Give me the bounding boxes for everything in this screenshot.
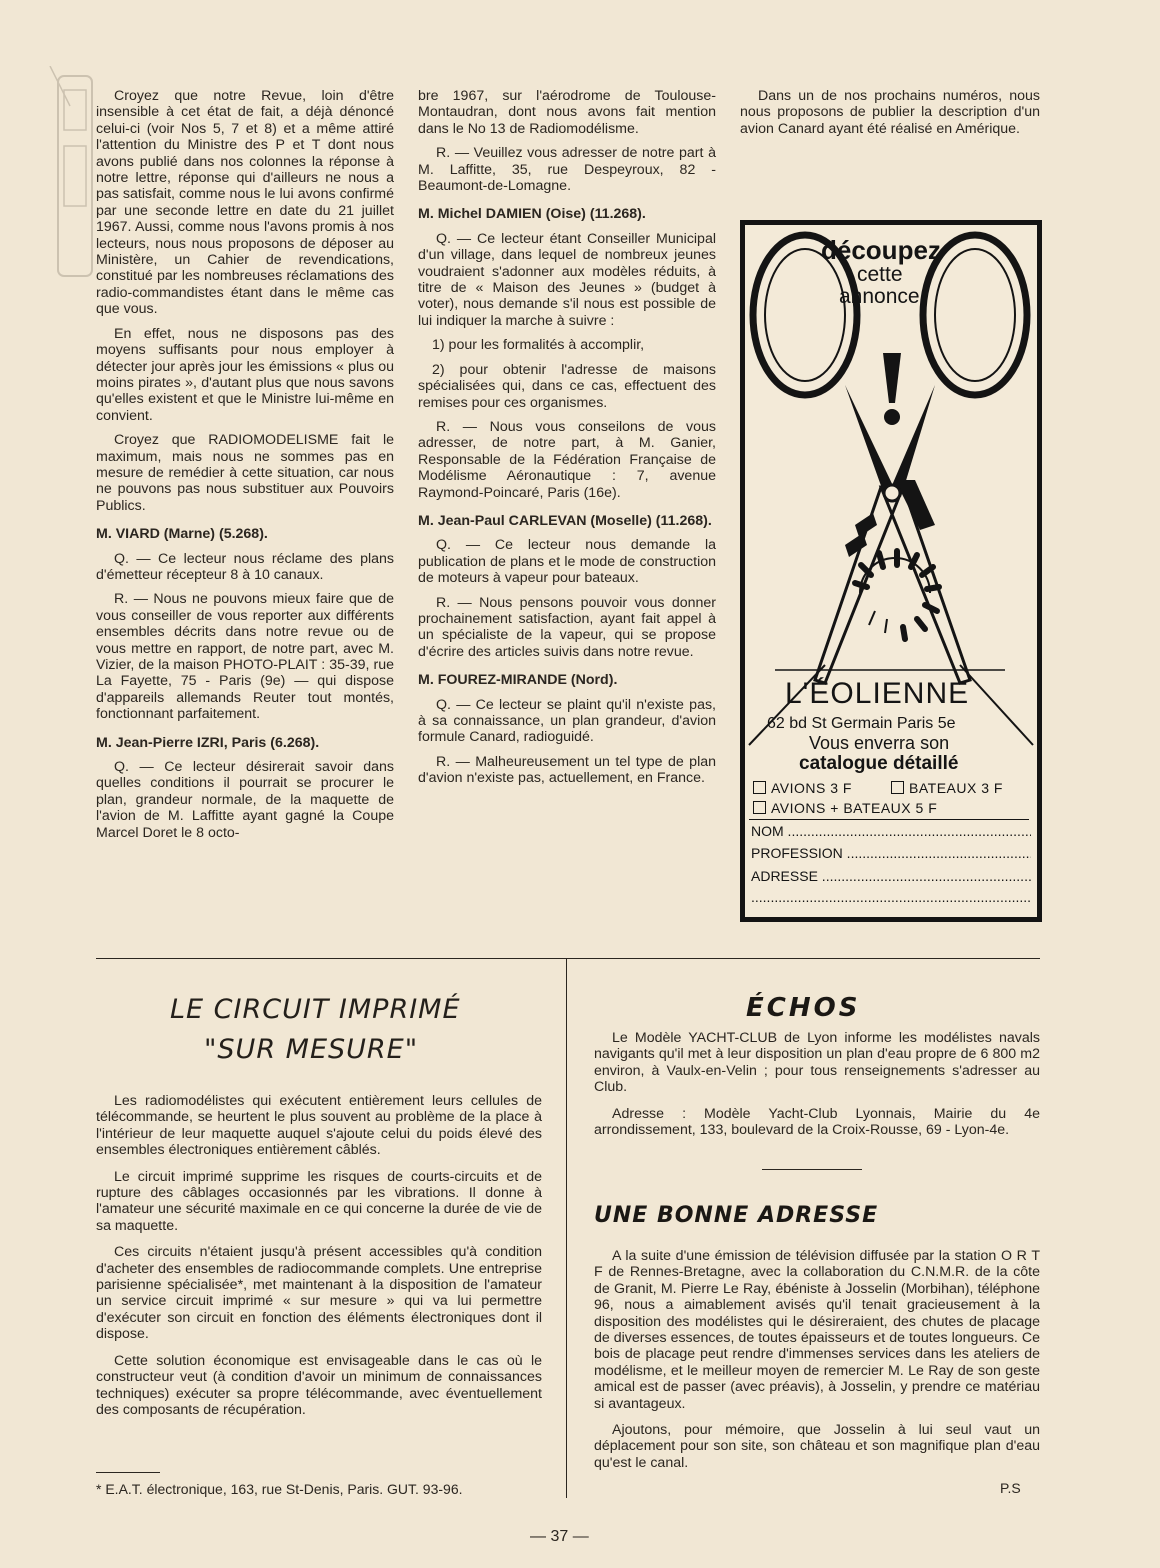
list-item: 1) pour les formalités à accomplir,	[432, 337, 645, 354]
ad-headline-decoupez: découpez	[821, 235, 941, 265]
ad-option-label: BATEAUX 3 F	[909, 780, 1003, 796]
paragraph: Cette solution économique est envisageable dans le cas où le constructeur veut (à condition d'avoir un minimum de connaissances techniques) exécuter sa propre télécommande, avec éventuellement des composants de récupération.	[96, 1352, 542, 1418]
ad-option-avions[interactable]	[753, 780, 852, 796]
reader-heading-damien: M. Michel DAMIEN (Oise) (11.268).	[418, 206, 646, 223]
answer: R. — Nous ne pouvons mieux faire que de vous conseiller de vous reporter aux différents ensembles décrits dans notre revue ou de vous mettre en rapport, de notre part, avec M. Vizier, de la maison PHOTO-PLAIT : 35-39, rue La Fayette, 75 - Paris (9e) — qui dispose d'appareils allemands Reuter tout montés, fonctionnant parfaitement.	[96, 591, 394, 723]
paragraph: Ajoutons, pour mémoire, que Josselin à lui seul vaut un déplacement pour son site, son château et son magnifique plan d'eau qu'est le canal.	[594, 1422, 1040, 1471]
page-number: — 37 —	[530, 1528, 589, 1545]
ad-brand-name: L'ÉOLIENNE	[785, 677, 970, 710]
paragraph: Dans un de nos prochains numéros, nous nous proposons de publier la description d'un avion Canard ayant été réalisé en Amérique.	[740, 88, 1040, 137]
paragraph: Le Modèle YACHT-CLUB de Lyon informe les modélistes navals navigants qu'il met à leur disposition un plan d'eau propre de 6 800 m2 environ, à Vaulx-en-Velin ; pour tous renseignements s'adresser au Club.	[594, 1030, 1040, 1096]
echos-title: ÉCHOS	[746, 993, 861, 1023]
divider	[749, 819, 1029, 820]
column-right	[740, 88, 1040, 145]
paragraph: Ces circuits n'étaient jusqu'à présent accessibles qu'à condition d'acheter des ensembles de radiocommande complets. Une entreprise parisienne spécialisée*, met maintenant à la disposition de l'amateur un service circuit imprimé « sur mesure » qui va lui permettre d'exécuter son circuit en fonction des éléments électroniques dont il dispose.	[96, 1244, 542, 1343]
article-title-line1: LE CIRCUIT IMPRIMÉ	[170, 994, 461, 1025]
ad-field-adresse-line2[interactable]	[751, 889, 1031, 905]
ad-address: 62 bd St Germain Paris 5e	[767, 715, 956, 732]
paragraph: Croyez que notre Revue, loin d'être insensible à cet état de fait, a déjà dénoncé celui-ci (voir Nos 5, 7 et 8) et a même attiré l'attention du Ministre des P et T dont nous avons publié dans nos colonnes la réponse à notre lettre, réponse qui d'ailleurs ne nous a pas satisfait, comme nous le lui avons confirmé par une seconde lettre en date du 21 juillet 1967. Aussi, comme nous l'avons promis à nos lecteurs, nous nous proposons de déposer au Ministère, un Cahier de revendications, constitué par les nombreuses réclamations des radio-commandistes étant dans le même cas que vous.	[96, 88, 394, 318]
echos-body	[594, 1030, 1040, 1148]
column-middle	[418, 88, 716, 795]
article-title-line2: "SUR MESURE"	[204, 1034, 419, 1065]
ad-option-bateaux[interactable]	[891, 780, 1003, 796]
article-circuit-body	[96, 1093, 542, 1428]
list-item: 2) pour obtenir l'adresse de maisons spécialisées qui, dans ce cas, effectuent des remises pour ces organismes.	[418, 361, 716, 411]
paragraph-continued: bre 1967, sur l'aérodrome de Toulouse-Montaudran, dont nous avons fait mention dans le No 13 de Radiomodélisme.	[418, 88, 716, 137]
answer: R. — Malheureusement un tel type de plan d'avion n'existe pas, actuellement, en France.	[418, 753, 716, 787]
ad-field-profession[interactable]: PROFESSION .....	[751, 845, 1031, 861]
ad-option-label: AVIONS 3 F	[771, 780, 852, 796]
checkbox-icon[interactable]	[753, 801, 766, 814]
footnote-rule	[96, 1472, 160, 1473]
answer: R. — Nous pensons pouvoir vous donner prochainement satisfaction, ayant fait appel à un spécialiste de la vapeur, qui se propose d'écrire des articles suivis dans notre revue.	[418, 594, 716, 660]
question: Q. — Ce lecteur se plaint qu'il n'existe pas, à sa connaissance, un plan grandeur, d'avion formule Canard, radioguidé.	[418, 696, 716, 746]
answer: R. — Nous vous conseilons de vous adresser, de notre part, à M. Ganier, Responsable de la Fédération Française de Modélisme Aéronautique : 7, avenue Raymond-Poincaré, Paris (16e).	[418, 418, 716, 501]
question: Q. — Ce lecteur étant Conseiller Municipal d'un village, dans lequel de nombreux jeunes voudraient s'adonner aux modèles réduits, à titre de « Maison des Jeunes » (budget à voter), nous demande s'il nous est possible de lui indiquer la marche à suivre :	[418, 230, 716, 329]
paragraph: Croyez que RADIOMODELISME fait le maximum, mais nous ne sommes pas en mesure de remédier à cette situation, car nous ne pouvons pas nous substituer aux Pouvoirs Publics.	[96, 432, 394, 514]
question: Q. — Ce lecteur désirerait savoir dans quelles conditions il pourrait se procurer le plan, grandeur normale, de la maquette de l'avion de M. Laffitte ayant gagné la Coupe Marcel Doret le 8 octo-	[96, 759, 394, 841]
paragraph: Le circuit imprimé supprime les risques de courts-circuits et de rupture des câblages occasionnés par les vibrations. Il donne à l'amateur une sécurité maximale en ce qui concerne la durée de vie de sa maquette.	[96, 1168, 542, 1234]
paragraph: Adresse : Modèle Yacht-Club Lyonnais, Mairie du 4e arrondissement, 133, boulevard de la Croix-Rousse, 69 - Lyon-4e.	[594, 1105, 1040, 1139]
checkbox-icon[interactable]	[753, 781, 766, 794]
answer: R. — Veuillez vous adresser de notre part à M. Laffitte, 35, rue Despeyroux, 82 - Beaumont-de-Lomagne.	[418, 145, 716, 195]
short-divider	[762, 1169, 862, 1170]
paragraph: Les radiomodélistes qui exécutent entièrement leurs cellules de télécommande, se heurtent le plus souvent au problème de la place à l'intérieur de leur maquette auquel s'ajoute celui du poids élevé des ensembles électroniques entièrement câblés.	[96, 1093, 542, 1159]
reader-heading-izri: M. Jean-Pierre IZRI, Paris (6.268).	[96, 734, 320, 751]
column-left	[96, 88, 394, 849]
ad-headline-annonce: annonce	[839, 285, 920, 308]
section-divider	[96, 958, 1040, 959]
reader-heading-fourez: M. FOUREZ-MIRANDE (Nord).	[418, 672, 618, 689]
reader-heading-viard: M. VIARD (Marne) (5.268).	[96, 526, 268, 543]
bonne-adresse-title: UNE BONNE ADRESSE	[594, 1203, 879, 1228]
ad-field-nom[interactable]: NOM .....	[751, 823, 1031, 839]
paragraph: A la suite d'une émission de télévision diffusée par la station O R T F de Rennes-Bretagne, avec la collaboration du C.N.M.R. de la côte de Granit, M. Pierre Le Ray, ébéniste à Josselin (Morbihan), téléphone 96, nous a aimablement avisés qu'il tenait gracieusement à la disposition des modélistes qui le désireraient, des chutes de placage de diverses essences, de toutes épaisseurs et de toutes longueurs. Ce bois de placage peut rendre d'immenses services dans les ateliers de modélisme, et le meilleur moyen de remercier M. Le Ray de son geste amical est de passer (avec préavis), à Josselin, y prendre ce matériau si avantageux.	[594, 1248, 1040, 1412]
ad-option-label: AVIONS + BATEAUX 5 F	[771, 800, 938, 816]
ad-headline-cette: cette	[857, 263, 903, 286]
column-divider	[566, 958, 567, 1498]
paragraph: En effet, nous ne disposons pas des moyens suffisants pour nous employer à détecter jour après jour les émissions « plus ou moins pirates », d'autant plus que nous savons qu'elles existent et que le Ministre lui-même en convient.	[96, 325, 394, 424]
footnote: * E.A.T. électronique, 163, rue St-Denis, Paris. GUT. 93-96.	[96, 1481, 463, 1497]
question: Q. — Ce lecteur nous demande la publication de plans et le mode de construction de moteurs à vapeur pour bateaux.	[418, 537, 716, 587]
eolienne-advertisement	[740, 220, 1042, 922]
ad-field-adresse[interactable]: ADRESSE .....	[751, 868, 1031, 884]
reader-heading-carlevan: M. Jean-Paul CARLEVAN (Moselle) (11.268).	[418, 512, 712, 529]
ad-option-avions-bateaux[interactable]	[753, 800, 937, 816]
ad-catalogue: catalogue détaillé	[799, 753, 959, 774]
question: Q. — Ce lecteur nous réclame des plans d'émetteur récepteur 8 à 10 canaux.	[96, 550, 394, 583]
bonne-adresse-body	[594, 1248, 1040, 1481]
ad-tagline: Vous enverra son	[809, 733, 950, 753]
checkbox-icon[interactable]	[891, 781, 904, 794]
signature: P.S	[1000, 1480, 1021, 1496]
